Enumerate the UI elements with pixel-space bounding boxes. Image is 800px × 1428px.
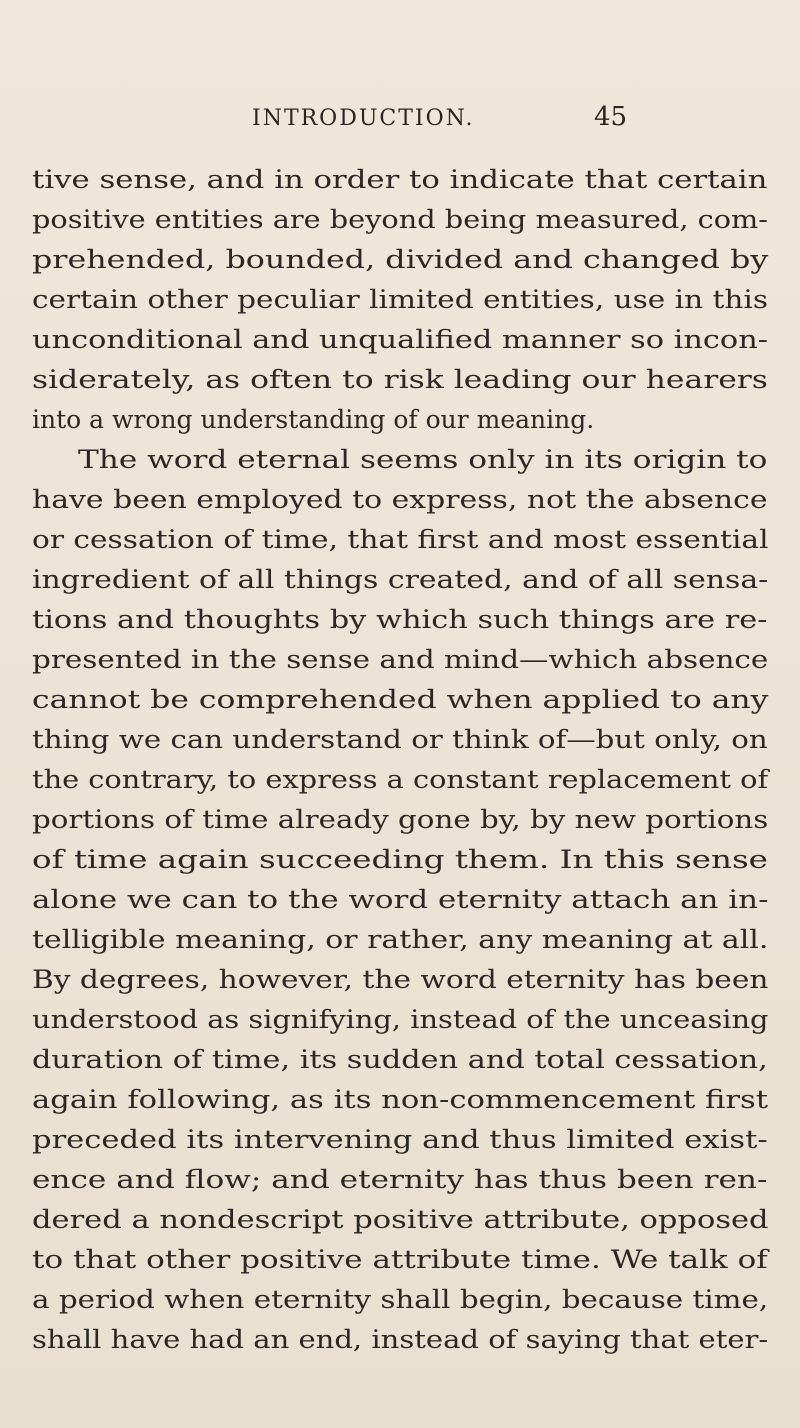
page-number: 45	[594, 102, 628, 132]
text-line: to that other positive attribute time. We talk of	[32, 1245, 768, 1274]
text-line: a period when eternity shall begin, because time,	[32, 1285, 769, 1314]
text-line: alone we can to the word eternity attach an in-	[32, 885, 769, 914]
text-line: have been employed to express, not the absence	[32, 485, 768, 514]
text-line: portions of time already gone by, by new portions	[32, 805, 769, 834]
text-line: positive entities are beyond being measured, com-	[32, 205, 768, 234]
text-line: siderately, as often to risk leading our hearers	[32, 365, 768, 394]
text-line: the contrary, to express a constant replacement of	[32, 765, 769, 794]
text-line: ingredient of all things created, and of all sensa-	[32, 565, 769, 594]
text-line: telligible meaning, or rather, any meaning at all.	[32, 925, 769, 954]
text-line: The word eternal seems only in its origin to	[78, 445, 768, 474]
running-header	[0, 98, 800, 138]
text-line: or cessation of time, that first and most essential	[32, 525, 769, 554]
text-line: By degrees, however, the word eternity has been	[32, 965, 769, 994]
text-line: certain other peculiar limited entities, use in this	[32, 285, 768, 314]
text-line: cannot be comprehended when applied to any	[32, 685, 769, 714]
text-line: tions and thoughts by which such things are re-	[32, 605, 768, 634]
text-line: into a wrong understanding of our meaning.	[32, 405, 595, 434]
text-line: tive sense, and in order to indicate that certain	[32, 165, 768, 194]
text-line: dered a nondescript positive attribute, opposed	[32, 1205, 769, 1234]
text-line: preceded its intervening and thus limited exist-	[32, 1125, 768, 1154]
text-line: of time again succeeding them. In this sense	[32, 845, 768, 874]
text-line: ence and flow; and eternity has thus been ren-	[32, 1165, 768, 1194]
text-line: understood as signifying, instead of the unceasing	[32, 1005, 769, 1034]
text-line: thing we can understand or think of—but only, on	[32, 725, 768, 754]
running-title: INTRODUCTION.	[252, 106, 475, 131]
text-line: shall have had an end, instead of saying that eter-	[32, 1325, 769, 1354]
text-line: duration of time, its sudden and total cessation,	[32, 1045, 768, 1074]
text-line: again following, as its non-commencement first	[32, 1085, 769, 1114]
text-line: presented in the sense and mind—which absence	[32, 645, 769, 674]
text-line: prehended, bounded, divided and changed by	[32, 245, 769, 274]
text-line: unconditional and unqualified manner so incon-	[32, 325, 769, 354]
